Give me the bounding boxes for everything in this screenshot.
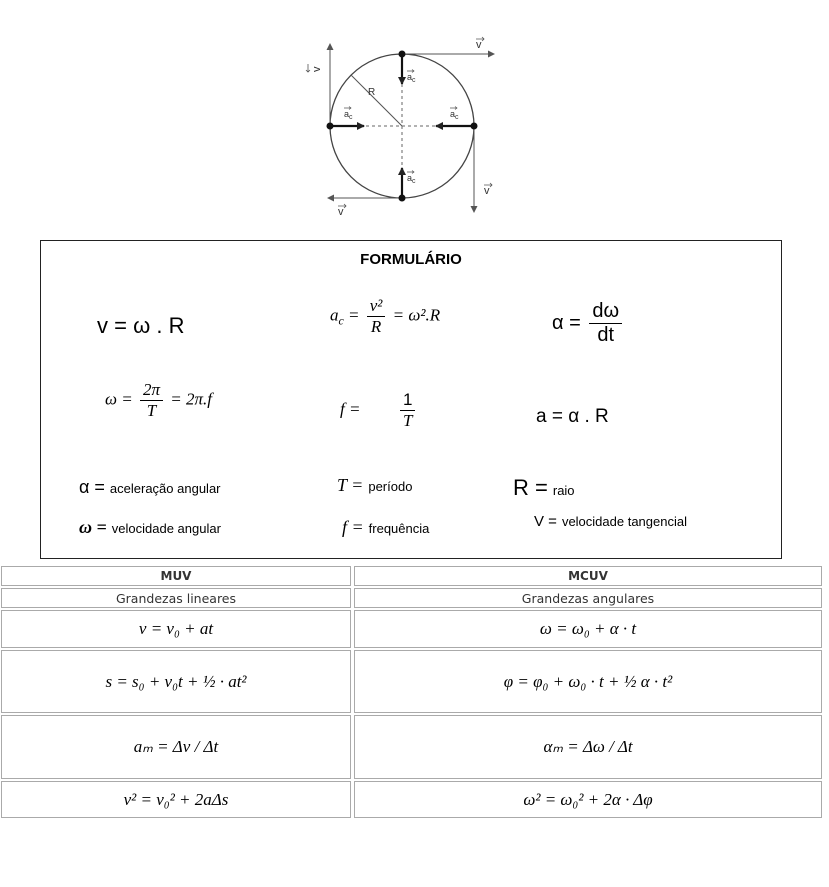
- point-bottom: [399, 195, 406, 202]
- subheader-linear: Grandezas lineares: [1, 588, 351, 608]
- ac-label-left: $a_c$: [344, 109, 353, 121]
- point-right: [471, 123, 478, 130]
- formula-centripetal: $a_c$ = $\frac{\text{v²}}{R}$ = ω².R: [330, 296, 441, 336]
- ac-label-right: $a_c$: [450, 109, 459, 121]
- table-row: [1, 610, 822, 648]
- legend-alpha: α = aceleração angular: [79, 477, 221, 497]
- point-left: [327, 123, 334, 130]
- point-top: [399, 51, 406, 58]
- table-row: [1, 781, 822, 818]
- circular-motion-diagram: [298, 28, 528, 224]
- table-row: [1, 715, 822, 779]
- radius-label: R: [368, 87, 376, 98]
- legend-period: T = período: [337, 475, 413, 495]
- ac-label-top: $a_c$: [407, 72, 416, 84]
- comparison-table: [1, 566, 822, 820]
- formula-title: FORMULÁRIO: [360, 251, 462, 268]
- table-subheader-row: [1, 588, 822, 608]
- formula-frequency: f = $\frac{1}{T}$: [340, 391, 451, 430]
- legend-omega: ω = velocidade angular: [79, 517, 221, 537]
- formula-a: a = α . R: [536, 406, 609, 427]
- v-label-top: v: [476, 39, 482, 51]
- formula-torricelli-angular: ω² = ω₀² + 2α · Δφ: [354, 781, 822, 818]
- v-label-left: v: [311, 66, 323, 72]
- formula-velocity-angular: ω = ω₀ + α · t: [354, 610, 822, 648]
- v-label-right: v: [484, 185, 490, 197]
- radius-line: [351, 75, 402, 126]
- table-row: [1, 650, 822, 713]
- formula-velocity-linear: v = v₀ + at: [1, 610, 351, 648]
- formula-mean-accel-angular: αₘ = Δω / Δt: [354, 715, 822, 779]
- header-muv: MUV: [1, 566, 351, 586]
- formula-mean-accel-linear: aₘ = Δv / Δt: [1, 715, 351, 779]
- v-label-bottom: v: [338, 206, 344, 218]
- formula-position-linear: s = s₀ + v₀t + ½ · at²: [1, 650, 351, 713]
- header-mcuv: MCUV: [354, 566, 822, 586]
- formula-position-angular: φ = φ₀ + ω₀ · t + ½ α · t²: [354, 650, 822, 713]
- legend-radius: R = raio: [513, 475, 575, 500]
- formula-torricelli-linear: v² = v₀² + 2aΔs: [1, 781, 351, 818]
- formula-box: [40, 240, 782, 559]
- legend-frequency: f = frequência: [342, 517, 430, 537]
- formula-v: v = ω . R: [97, 313, 185, 338]
- formula-omega: ω = $\frac{2\pi}{T}$ = 2π.f: [105, 380, 212, 420]
- formula-alpha: α = $\frac{d\omega}{dt}$: [552, 301, 625, 346]
- legend-velocity: V = velocidade tangencial: [534, 513, 687, 530]
- subheader-angular: Grandezas angulares: [354, 588, 822, 608]
- table-header-row: [1, 566, 822, 586]
- ac-label-bottom: $a_c$: [407, 173, 416, 185]
